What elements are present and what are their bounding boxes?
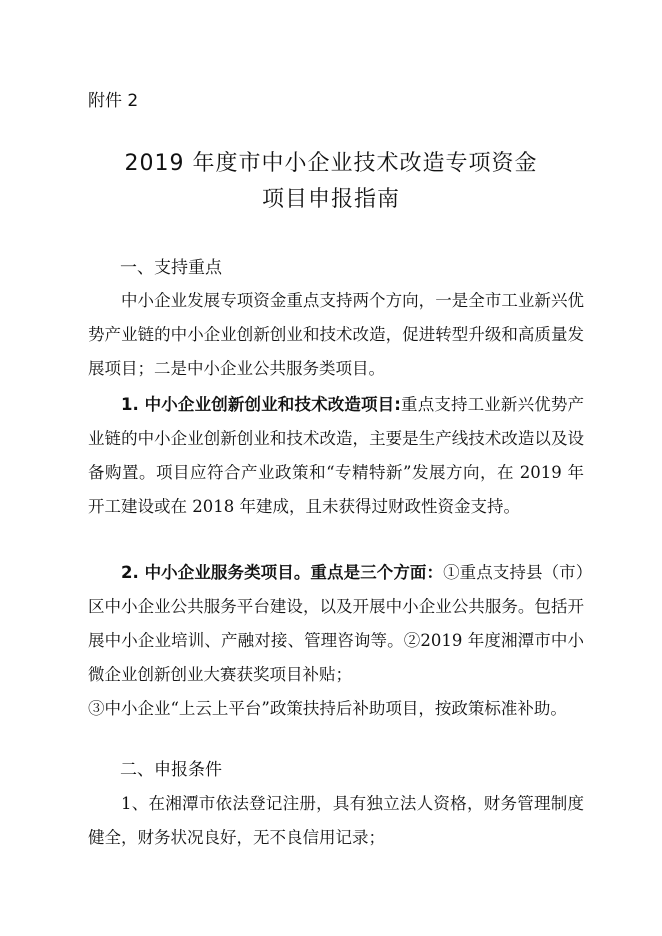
document-title-line1: 2019 年度市中小企业技术改造专项资金 [124,151,538,176]
document-title-line2: 项目申报指南 [261,187,400,212]
section1-item1-body: 重点支持工业新兴优势产业链的中小企业创新创业和技术改造，主要是生产线技术改造以及设备购置。项目应符合产业政策和“专精特新”发展方向，在 2019 年开工建设或在 2018 年建成，且未获得过财政性资金支持。 [88,395,584,516]
section1-intro-paragraph: 中小企业发展专项资金重点支持两个方向，一是全市工业新兴优势产业链的中小企业创新创业和技术改造，促进转型升级和高质量发展项目；二是中小企业公共服务类项目。 [88,291,584,378]
section1-item1-title: 1. 中小企业创新创业和技术改造项目: [121,395,401,414]
section1-item2-paragraph [88,556,584,726]
attachment-label: 附件 2 [88,91,139,111]
section1-item2-body-a: ①重点支持县（市）区中小企业公共服务平台建设，以及开展中小企业公共服务。包括开展中小企业培训、产融对接、管理咨询等。②2019 年度湘潭市中小微企业创新创业大赛获奖项目补贴； [88,563,584,684]
section1-heading: 一、支持重点 [120,258,222,278]
section1-item1-paragraph [88,388,584,524]
section2-heading: 二、申报条件 [120,760,222,780]
section2-condition1-paragraph: 1、在湘潭市依法登记注册，具有独立法人资格，财务管理制度健全，财务状况良好，无不良信用记录； [88,794,584,847]
section1-item2-body-b: ③中小企业“上云上平台”政策扶持后补助项目，按政策标准补助。 [88,699,567,718]
section1-item2-title: 2. 中小企业服务类项目。重点是三个方面： [121,563,444,582]
